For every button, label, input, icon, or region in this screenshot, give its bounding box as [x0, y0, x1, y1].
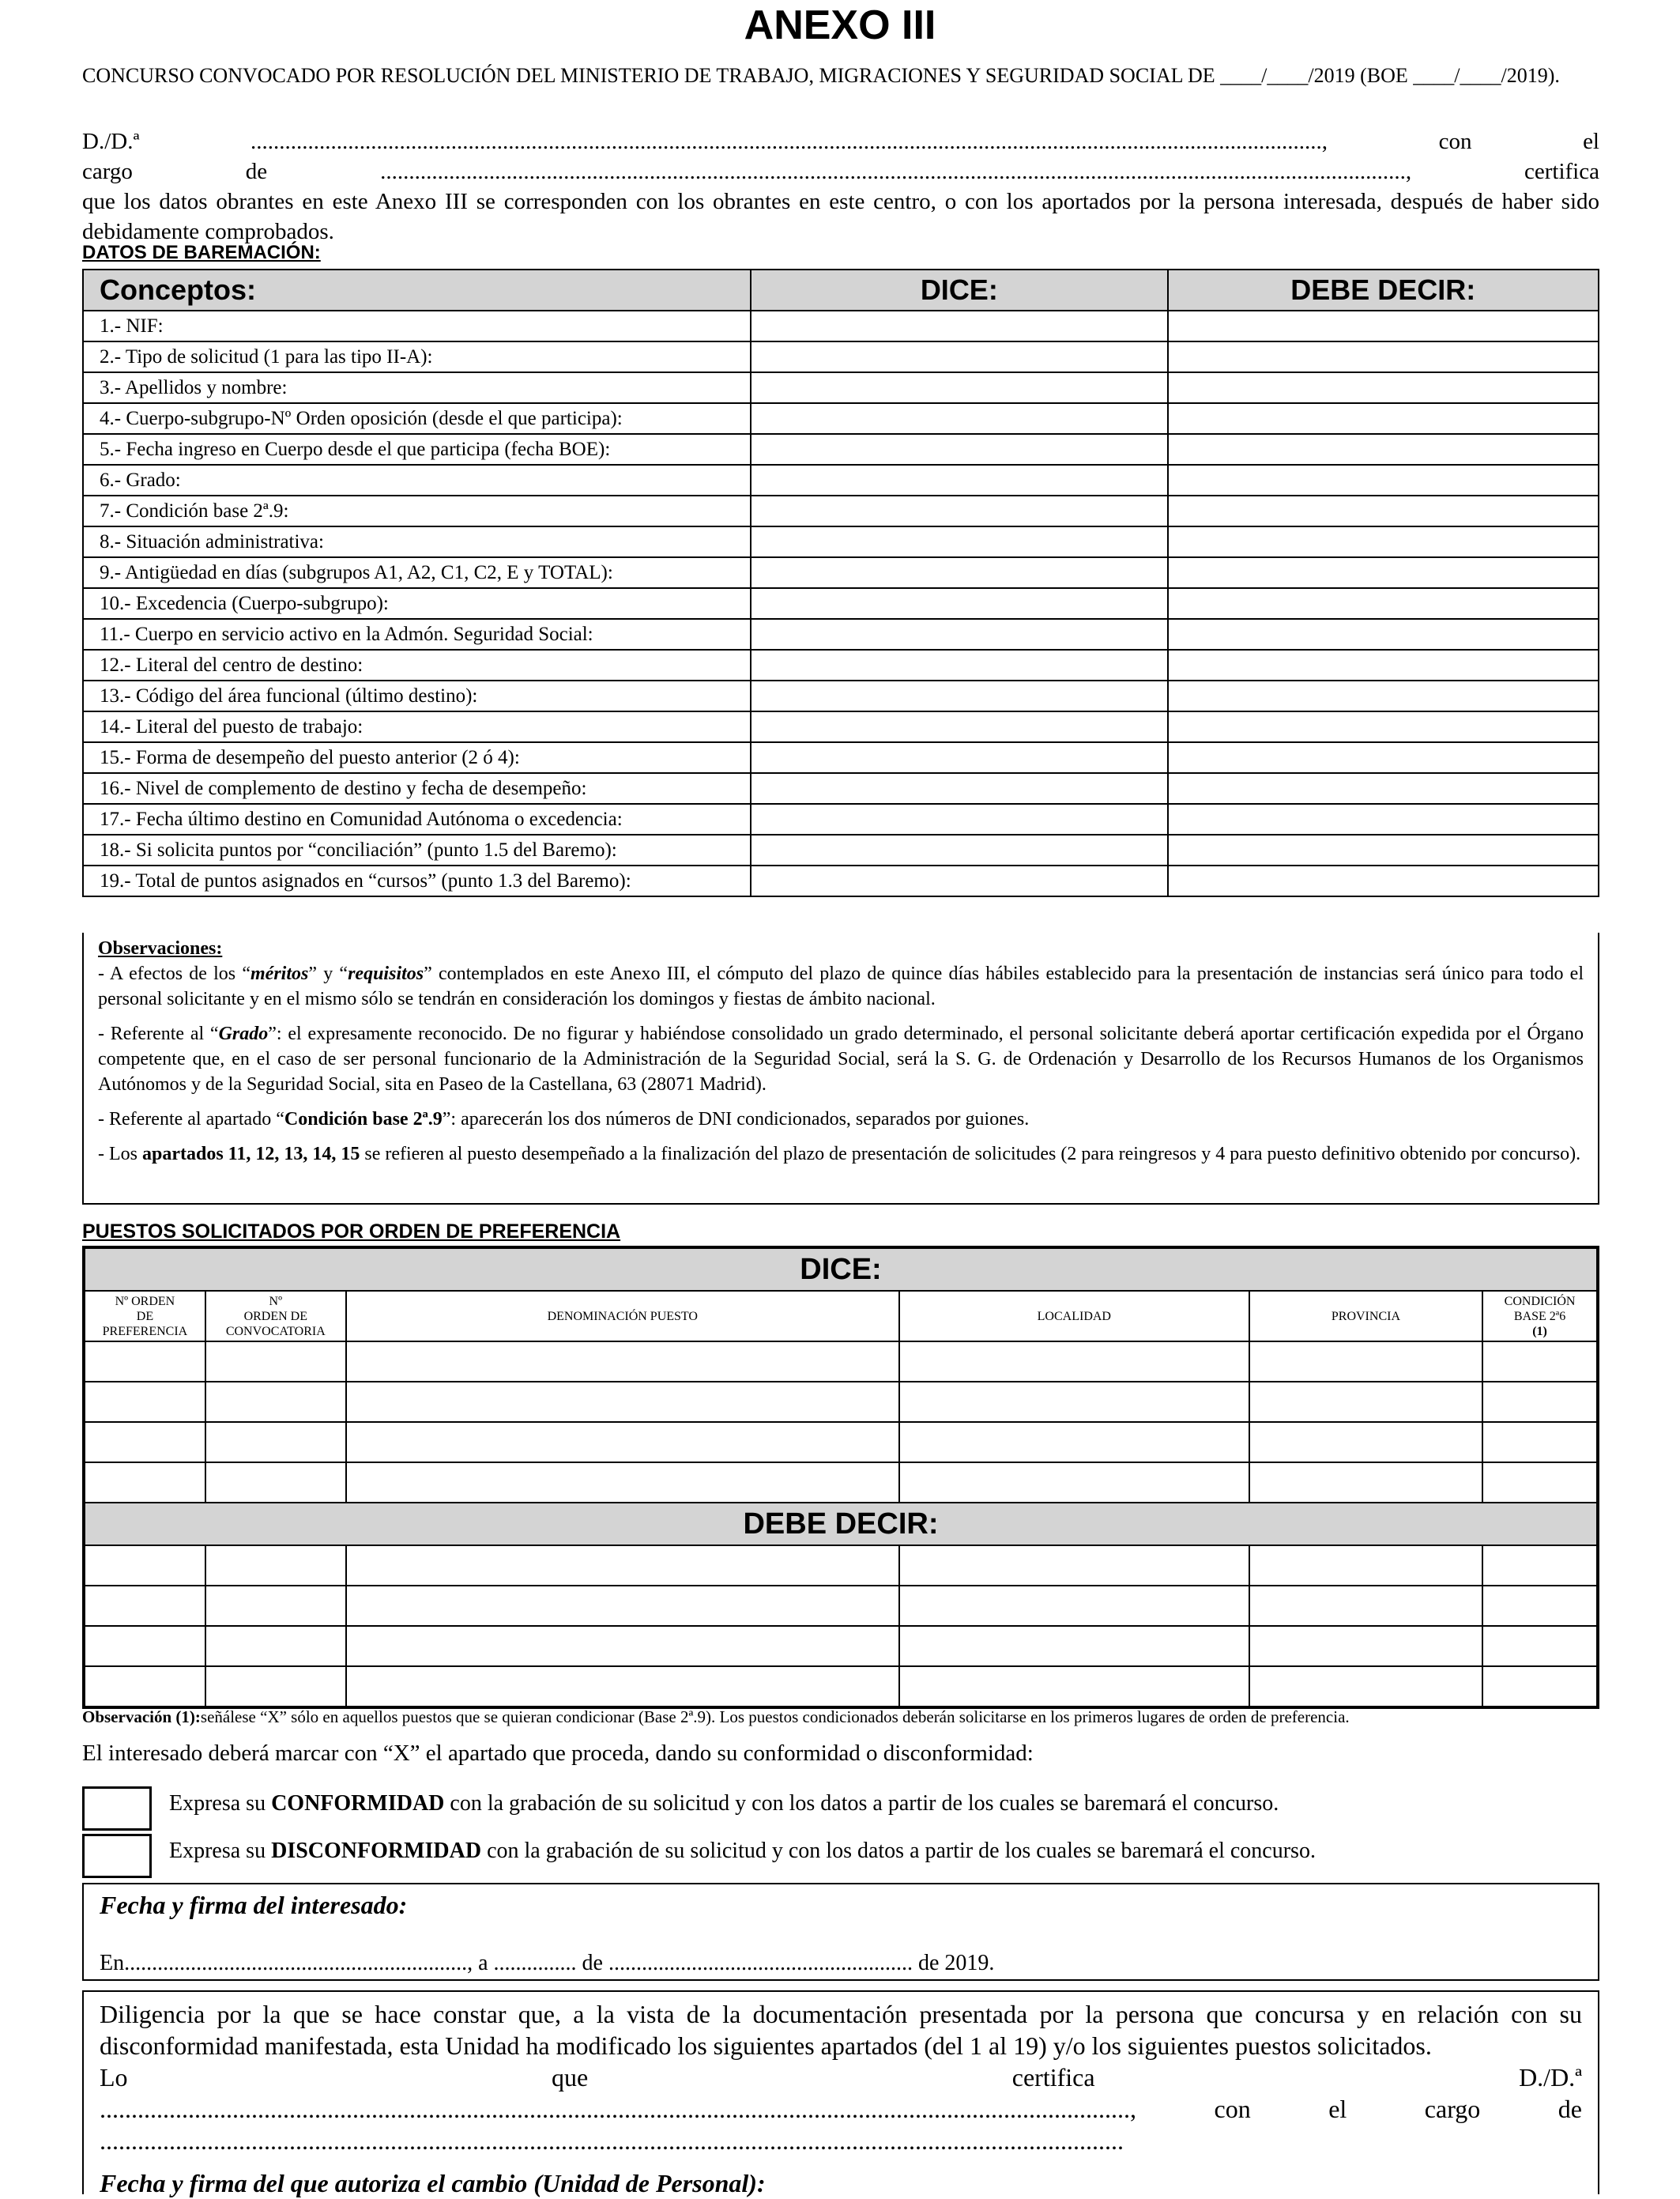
puesto-cell[interactable] — [205, 1341, 346, 1382]
firma-interesado-box — [82, 1883, 1599, 1981]
puesto-cell[interactable] — [84, 1422, 205, 1462]
dice-cell[interactable] — [751, 650, 1167, 681]
puesto-cell[interactable] — [1482, 1545, 1598, 1586]
puesto-cell[interactable] — [1249, 1626, 1482, 1666]
puesto-dice-row — [84, 1382, 1598, 1422]
baremo-table — [82, 269, 1599, 897]
concepto-label: 14.- Literal del puesto de trabajo: — [83, 711, 751, 742]
obs-apartados: - Los apartados 11, 12, 13, 14, 15 se refieren al puesto desempeñado a la finalización del plazo de presentación de solicitudes (2 para reingresos y 4 para puesto definitivo obtenido por concurso). — [98, 1144, 1581, 1164]
concepto-label: 5.- Fecha ingreso en Cuerpo desde el que participa (fecha BOE): — [83, 434, 751, 465]
observacion-1: Observación (1):señálese “X” sólo en aquellos puestos que se quieran condicionar (Base 2ª.9). Los puestos condicionados deberán solicitarse en los primeros lugares de orden de preferencia. — [82, 1707, 1350, 1726]
debe-decir-cell[interactable] — [1168, 711, 1599, 742]
puesto-cell[interactable] — [899, 1586, 1249, 1626]
puesto-dice-row — [84, 1422, 1598, 1462]
puesto-dice-row — [84, 1462, 1598, 1503]
puesto-cell[interactable] — [1249, 1382, 1482, 1422]
cert-line-name: D./D.ª ..........................................................................................................................................................................................., con el — [82, 129, 1599, 154]
puesto-debe-decir-row — [84, 1586, 1598, 1626]
debe-decir-cell[interactable] — [1168, 403, 1599, 434]
puesto-cell[interactable] — [205, 1626, 346, 1666]
baremo-row — [83, 866, 1599, 896]
dice-cell[interactable] — [751, 465, 1167, 496]
baremo-row — [83, 341, 1599, 372]
datos-baremacion-heading: DATOS DE BAREMACIÓN: — [82, 242, 321, 263]
debe-decir-cell[interactable] — [1168, 742, 1599, 773]
col-localidad: LOCALIDAD — [899, 1291, 1249, 1341]
baremo-row — [83, 403, 1599, 434]
concepto-label: 18.- Si solicita puntos por “conciliación” (punto 1.5 del Baremo): — [83, 835, 751, 866]
debe-decir-cell[interactable] — [1168, 557, 1599, 588]
baremo-row — [83, 681, 1599, 711]
dice-cell[interactable] — [751, 866, 1167, 896]
col-dice: DICE: — [751, 270, 1167, 311]
debe-decir-cell[interactable] — [1168, 465, 1599, 496]
col-provincia: PROVINCIA — [1249, 1291, 1482, 1341]
dice-cell[interactable] — [751, 742, 1167, 773]
convocatoria-header: CONCURSO CONVOCADO POR RESOLUCIÓN DEL MINISTERIO DE TRABAJO, MIGRACIONES Y SEGURIDAD SOCIAL DE ____/____/2019 (BOE ____/____/2019). — [82, 64, 1560, 87]
debe-decir-cell[interactable] — [1168, 650, 1599, 681]
puesto-cell[interactable] — [346, 1666, 899, 1707]
observaciones-heading: Observaciones: — [98, 938, 223, 959]
instruccion-text: El interesado deberá marcar con “X” el apartado que proceda, dando su conformidad o disconformidad: — [82, 1741, 1034, 1766]
debe-decir-cell[interactable] — [1168, 681, 1599, 711]
puesto-cell[interactable] — [84, 1545, 205, 1586]
page-title: ANEXO III — [744, 2, 936, 48]
lugar-fecha-line: En.............................................................., a ............... de ....................................................... de 2019. — [100, 1951, 995, 1975]
puestos-dice-band: DICE: — [84, 1247, 1598, 1291]
concepto-label: 12.- Literal del centro de destino: — [83, 650, 751, 681]
col-denominacion: DENOMINACIÓN PUESTO — [346, 1291, 899, 1341]
puesto-cell[interactable] — [84, 1626, 205, 1666]
puesto-cell[interactable] — [346, 1422, 899, 1462]
puesto-cell[interactable] — [346, 1626, 899, 1666]
puesto-cell[interactable] — [205, 1586, 346, 1626]
puesto-cell[interactable] — [84, 1341, 205, 1382]
certification-paragraph — [82, 126, 1599, 247]
dice-cell[interactable] — [751, 711, 1167, 742]
concepto-label: 19.- Total de puntos asignados en “cursos” (punto 1.3 del Baremo): — [83, 866, 751, 896]
puesto-cell[interactable] — [205, 1422, 346, 1462]
debe-decir-cell[interactable] — [1168, 588, 1599, 619]
diligencia-firma-label: Fecha y firma del que autoriza el cambio (Unidad de Personal): — [100, 2169, 766, 2197]
puesto-cell[interactable] — [346, 1462, 899, 1503]
puesto-cell[interactable] — [1482, 1462, 1598, 1503]
puesto-dice-row — [84, 1341, 1598, 1382]
concepto-label: 16.- Nivel de complemento de destino y fecha de desempeño: — [83, 773, 751, 804]
diligencia-nombre-line: ..................................................................................................................................................................., con el cargo de — [100, 2095, 1582, 2123]
puesto-cell[interactable] — [899, 1462, 1249, 1503]
puesto-cell[interactable] — [1249, 1462, 1482, 1503]
puestos-table — [82, 1246, 1599, 1709]
puesto-cell[interactable] — [1249, 1666, 1482, 1707]
dice-cell[interactable] — [751, 403, 1167, 434]
concepto-label: 8.- Situación administrativa: — [83, 526, 751, 557]
concepto-label: 13.- Código del área funcional (último destino): — [83, 681, 751, 711]
col-conceptos: Conceptos: — [83, 270, 751, 311]
baremo-row — [83, 835, 1599, 866]
puesto-cell[interactable] — [1249, 1341, 1482, 1382]
concepto-label: 7.- Condición base 2ª.9: — [83, 496, 751, 526]
concepto-label: 17.- Fecha último destino en Comunidad Autónoma o excedencia: — [83, 804, 751, 835]
baremo-row — [83, 773, 1599, 804]
concepto-label: 2.- Tipo de solicitud (1 para las tipo II-A): — [83, 341, 751, 372]
puesto-cell[interactable] — [899, 1626, 1249, 1666]
dice-cell[interactable] — [751, 773, 1167, 804]
dice-cell[interactable] — [751, 372, 1167, 403]
concepto-label: 3.- Apellidos y nombre: — [83, 372, 751, 403]
puesto-cell[interactable] — [1249, 1586, 1482, 1626]
debe-decir-cell[interactable] — [1168, 526, 1599, 557]
concepto-label: 4.- Cuerpo-subgrupo-Nº Orden oposición (desde el que participa): — [83, 403, 751, 434]
debe-decir-cell[interactable] — [1168, 434, 1599, 465]
puesto-debe-decir-row — [84, 1545, 1598, 1586]
dice-cell[interactable] — [751, 496, 1167, 526]
puesto-cell[interactable] — [346, 1545, 899, 1586]
dice-cell[interactable] — [751, 835, 1167, 866]
debe-decir-cell[interactable] — [1168, 496, 1599, 526]
diligencia-text: Diligencia por la que se hace constar que, a la vista de la documentación presentada por la persona que concursa y en relación con su disconformidad manifestada, esta Unidad ha modificado los siguientes apartados (del 1 al 19) y/o los siguientes puestos solicitados. — [100, 2000, 1582, 2060]
disconformidad-label: Expresa su DISCONFORMIDAD con la grabación de su solicitud y con los datos a partir de los cuales se baremará el concurso. — [169, 1839, 1316, 1863]
baremo-row — [83, 465, 1599, 496]
puesto-cell[interactable] — [899, 1341, 1249, 1382]
debe-decir-cell[interactable] — [1168, 372, 1599, 403]
concepto-label: 10.- Excedencia (Cuerpo-subgrupo): — [83, 588, 751, 619]
concepto-label: 1.- NIF: — [83, 311, 751, 341]
puesto-cell[interactable] — [1249, 1545, 1482, 1586]
baremo-row — [83, 711, 1599, 742]
puesto-debe-decir-row — [84, 1666, 1598, 1707]
col-condicion: CONDICIÓN BASE 2ª6 (1) — [1482, 1291, 1598, 1341]
dice-cell[interactable] — [751, 526, 1167, 557]
debe-decir-cell[interactable] — [1168, 619, 1599, 650]
diligencia-cargo-line: .................................................................................................................................................................. — [100, 2126, 1124, 2155]
concepto-label: 15.- Forma de desempeño del puesto anterior (2 ó 4): — [83, 742, 751, 773]
debe-decir-cell[interactable] — [1168, 804, 1599, 835]
puesto-cell[interactable] — [899, 1382, 1249, 1422]
dice-cell[interactable] — [751, 619, 1167, 650]
baremo-row — [83, 372, 1599, 403]
puesto-cell[interactable] — [84, 1586, 205, 1626]
cert-line-text: que los datos obrantes en este Anexo III se corresponden con los obrantes en este centro, o con los aportados por la persona interesada, después de haber sido debidamente comprobados. — [82, 189, 1599, 244]
obs-condicion: - Referente al apartado “Condición base 2ª.9”: aparecerán los dos números de DNI condicionados, separados por guiones. — [98, 1109, 1030, 1130]
puesto-cell[interactable] — [84, 1462, 205, 1503]
baremo-row — [83, 526, 1599, 557]
dice-cell[interactable] — [751, 804, 1167, 835]
dice-cell[interactable] — [751, 557, 1167, 588]
dice-cell[interactable] — [751, 341, 1167, 372]
dice-cell[interactable] — [751, 588, 1167, 619]
baremo-row — [83, 588, 1599, 619]
conformidad-label: Expresa su CONFORMIDAD con la grabación de su solicitud y con los datos a partir de los cuales se baremará el concurso. — [169, 1791, 1279, 1816]
puesto-cell[interactable] — [1482, 1586, 1598, 1626]
concepto-label: 9.- Antigüedad en días (subgrupos A1, A2, C1, C2, E y TOTAL): — [83, 557, 751, 588]
concepto-label: 6.- Grado: — [83, 465, 751, 496]
baremo-row — [83, 619, 1599, 650]
puesto-cell[interactable] — [84, 1382, 205, 1422]
diligencia-box — [82, 1990, 1599, 2197]
debe-decir-cell[interactable] — [1168, 866, 1599, 896]
baremo-row — [83, 434, 1599, 465]
puesto-cell[interactable] — [84, 1666, 205, 1707]
puesto-cell[interactable] — [1482, 1422, 1598, 1462]
baremo-row — [83, 311, 1599, 341]
dice-cell[interactable] — [751, 681, 1167, 711]
puesto-cell[interactable] — [346, 1586, 899, 1626]
disconformidad-checkbox[interactable] — [82, 1834, 152, 1878]
puesto-cell[interactable] — [205, 1545, 346, 1586]
puesto-cell[interactable] — [1482, 1626, 1598, 1666]
baremo-row — [83, 804, 1599, 835]
baremo-row — [83, 496, 1599, 526]
baremo-row — [83, 742, 1599, 773]
puesto-cell[interactable] — [899, 1666, 1249, 1707]
diligencia-certifica: Lo que certifica D./D.ª — [100, 2063, 1582, 2092]
debe-decir-cell[interactable] — [1168, 341, 1599, 372]
baremo-row — [83, 650, 1599, 681]
debe-decir-cell[interactable] — [1168, 835, 1599, 866]
col-debe-decir: DEBE DECIR: — [1168, 270, 1599, 311]
puesto-cell[interactable] — [346, 1341, 899, 1382]
debe-decir-cell[interactable] — [1168, 311, 1599, 341]
puesto-cell[interactable] — [1482, 1341, 1598, 1382]
firma-interesado-label: Fecha y firma del interesado: — [100, 1891, 408, 1919]
puesto-cell[interactable] — [899, 1422, 1249, 1462]
puesto-cell[interactable] — [205, 1666, 346, 1707]
puesto-cell[interactable] — [899, 1545, 1249, 1586]
puestos-heading: PUESTOS SOLICITADOS POR ORDEN DE PREFERENCIA — [82, 1220, 621, 1243]
col-orden-preferencia: Nº ORDEN DE PREFERENCIA — [84, 1291, 205, 1341]
puesto-cell[interactable] — [1482, 1382, 1598, 1422]
puesto-cell[interactable] — [205, 1462, 346, 1503]
observaciones-box — [82, 933, 1599, 1205]
dice-cell[interactable] — [751, 311, 1167, 341]
conformidad-checkbox[interactable] — [82, 1786, 152, 1831]
puesto-debe-decir-row — [84, 1626, 1598, 1666]
obs-meritos: - A efectos de los “méritos” y “requisitos” contemplados en este Anexo III, el cómputo del plazo de quince días hábiles establecido para la presentación de instancias será único para todo el personal solicitante y en el mismo sólo se tendrán en consideración los domingos y fiestas de ámbito nacional. — [98, 964, 1584, 1009]
col-orden-convocatoria: Nº ORDEN DE CONVOCATORIA — [205, 1291, 346, 1341]
puestos-debe-decir-band: DEBE DECIR: — [84, 1503, 1598, 1545]
baremo-row — [83, 557, 1599, 588]
puesto-cell[interactable] — [1249, 1422, 1482, 1462]
dice-cell[interactable] — [751, 434, 1167, 465]
concepto-label: 11.- Cuerpo en servicio activo en la Admón. Seguridad Social: — [83, 619, 751, 650]
debe-decir-cell[interactable] — [1168, 773, 1599, 804]
puesto-cell[interactable] — [205, 1382, 346, 1422]
puesto-cell[interactable] — [1482, 1666, 1598, 1707]
obs-grado: - Referente al “Grado”: el expresamente reconocido. De no figurar y habiéndose consolidado un grado determinado, el personal solicitante deberá aportar certificación expedida por el Órgano competente que, en el caso de ser personal funcionario de la Administración de la Seguridad Social, será la S. G. de Ordenación y Desarrollo de los Recursos Humanos de los Organismos Autónomos y de la Seguridad Social, sita en Paseo de la Castellana, 63 (28071 Madrid). — [98, 1024, 1584, 1095]
puesto-cell[interactable] — [346, 1382, 899, 1422]
cert-line-cargo: cargo de ..................................................................................................................................................................................., certifica — [82, 159, 1599, 184]
